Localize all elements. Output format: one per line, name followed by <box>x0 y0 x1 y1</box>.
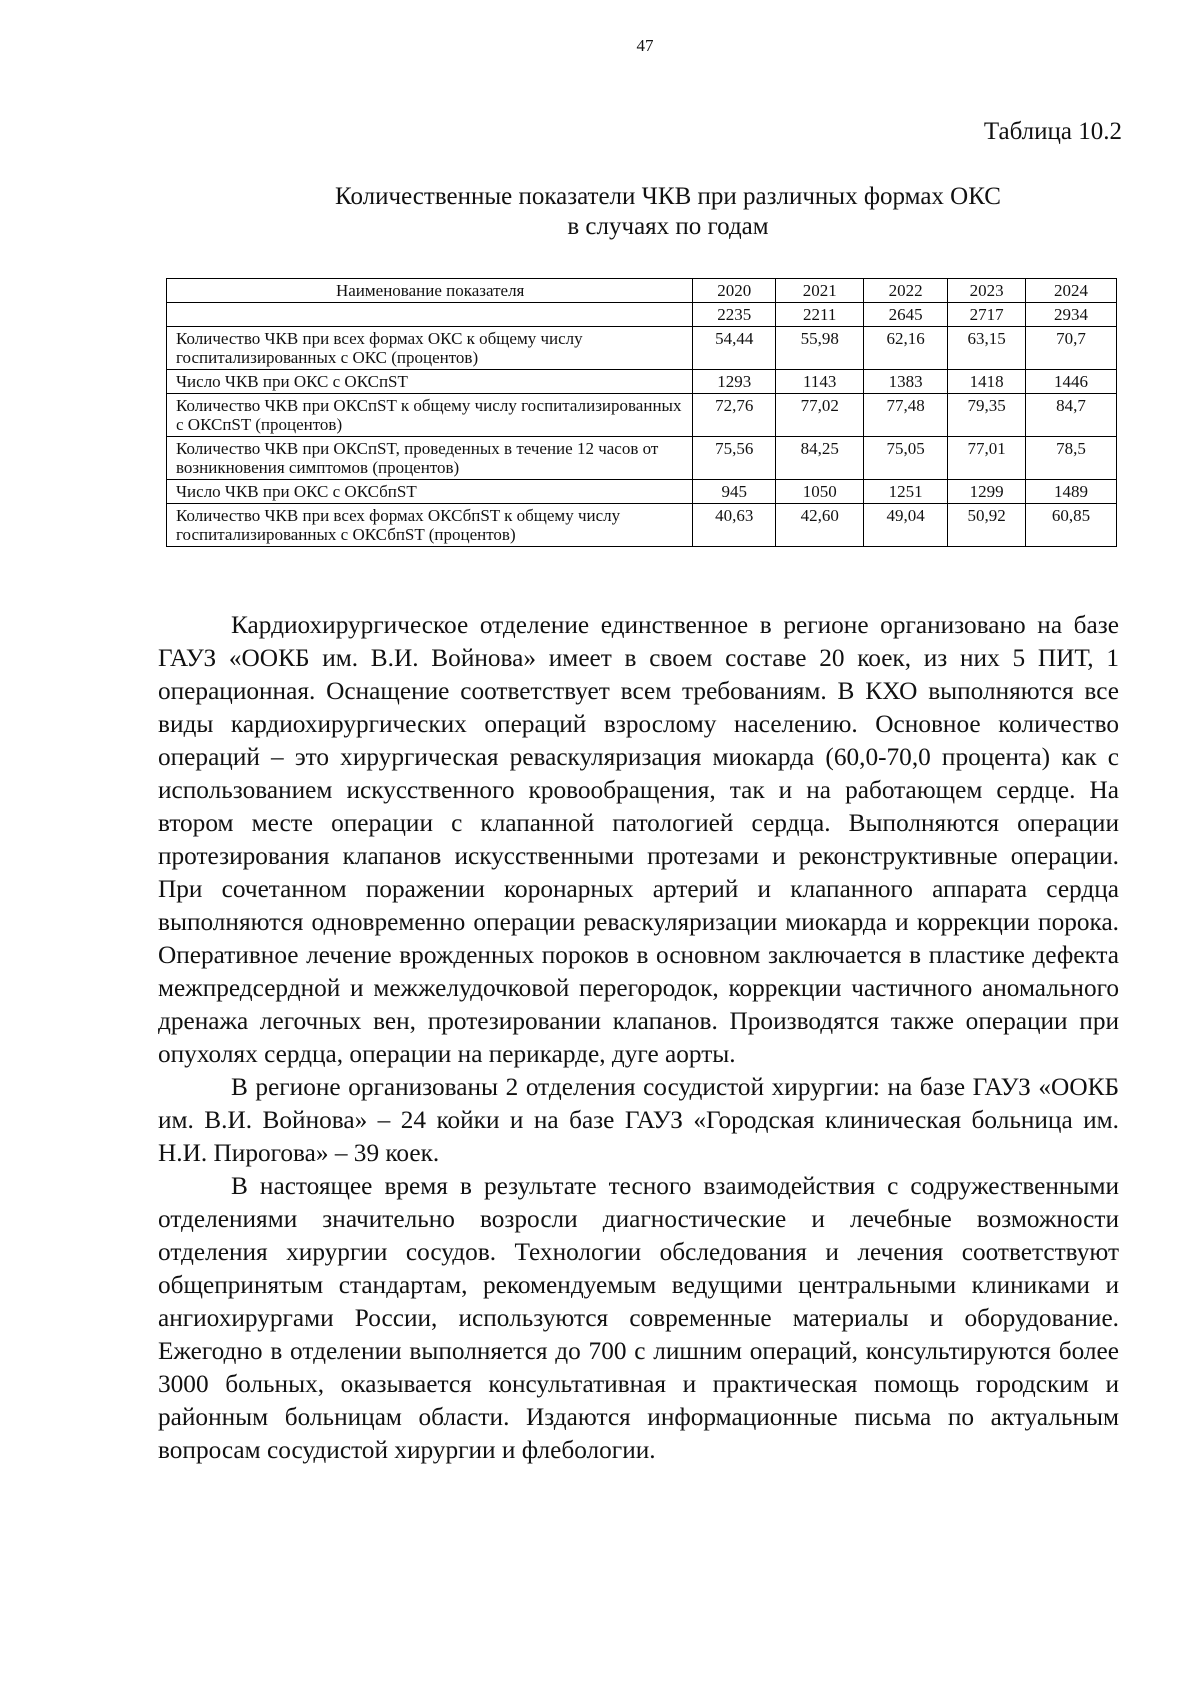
table-cell: 1143 <box>776 370 864 394</box>
table-cell: 84,7 <box>1026 394 1117 437</box>
table-row <box>167 370 1117 394</box>
table-header-row <box>167 279 1117 303</box>
row-label: Число ЧКВ при ОКС с ОКСбпST <box>167 480 693 504</box>
table-cell: 1383 <box>864 370 948 394</box>
page-number: 47 <box>636 36 654 55</box>
table-cell: 79,35 <box>948 394 1026 437</box>
table-cell: 945 <box>693 480 776 504</box>
row-label: Количество ЧКВ при ОКСпST к общему числу госпитализированных с ОКСпST (процентов) <box>167 394 693 437</box>
table-title-line-1: Количественные показатели ЧКВ при различных формах ОКС <box>335 183 1001 210</box>
table-cell: 42,60 <box>776 504 864 547</box>
row-label: Число ЧКВ при ОКС с ОКСпST <box>167 370 693 394</box>
table-cell: 1299 <box>948 480 1026 504</box>
table-cell: 50,92 <box>948 504 1026 547</box>
header-cell: 2024 <box>1026 279 1117 303</box>
table-cell: 49,04 <box>864 504 948 547</box>
table-cell: 1446 <box>1026 370 1117 394</box>
paragraph: В настоящее время в результате тесного взаимодействия с содружественными отделениями значительно возросли диагностические и лечебные возможности отделения хирургии сосудов. Технологии обследования и лечения соответствуют общепринятым стандартам, рекомендуемым ведущими центральными клиниками и ангиохирургами России, используются современные материалы и оборудование. Ежегодно в отделении выполняется до 700 с лишним операций, консультируются более 3000 больных, оказывается консультативная и практическая помощь городским и районным больницам области. Издаются информационные письма по актуальным вопросам сосудистой хирургии и флебологии. <box>158 1172 1119 1464</box>
table-cell: 1293 <box>693 370 776 394</box>
table-row <box>167 480 1117 504</box>
table-row <box>167 504 1117 547</box>
header-cell: Наименование показателя <box>167 279 693 303</box>
table-cell: 1050 <box>776 480 864 504</box>
table-cell: 77,48 <box>864 394 948 437</box>
table-title <box>160 182 1176 242</box>
table-row <box>167 327 1117 370</box>
table-cell: 54,44 <box>693 327 776 370</box>
subheader-cell: 2235 <box>693 303 776 327</box>
table-cell: 1418 <box>948 370 1026 394</box>
table-cell: 40,63 <box>693 504 776 547</box>
table-cell: 75,56 <box>693 437 776 480</box>
data-table <box>166 278 1117 547</box>
table-cell: 62,16 <box>864 327 948 370</box>
table-cell: 72,76 <box>693 394 776 437</box>
header-cell: 2021 <box>776 279 864 303</box>
body-text <box>158 609 1119 1467</box>
table-cell: 63,15 <box>948 327 1026 370</box>
subheader-cell: 2934 <box>1026 303 1117 327</box>
table-cell: 77,02 <box>776 394 864 437</box>
table-label: Таблица 10.2 <box>983 118 1122 145</box>
table-title-line-2: в случаях по годам <box>567 213 769 240</box>
table-cell: 78,5 <box>1026 437 1117 480</box>
row-label: Количество ЧКВ при ОКСпST, проведенных в течение 12 часов от возникновения симптомов (процентов) <box>167 437 693 480</box>
table-cell: 55,98 <box>776 327 864 370</box>
header-cell: 2020 <box>693 279 776 303</box>
paragraph: Кардиохирургическое отделение единственное в регионе организовано на базе ГАУЗ «ООКБ им. В.И. Войнова» имеет в своем составе 20 коек, из них 5 ПИТ, 1 операционная. Оснащение соответствует всем требованиям. В КХО выполняются все виды кардиохирургических операций взрослому населению. Основное количество операций – это хирургическая реваскуляризация миокарда (60,0-70,0 процента) как с использованием искусственного кровообращения, так и на работающем сердце. На втором месте операции с клапанной патологией сердца. Выполняются операции протезирования клапанов искусственными протезами и реконструктивные операции. При сочетанном поражении коронарных артерий и клапанного аппарата сердца выполняются одновременно операции реваскуляризации миокарда и коррекции порока. Оперативное лечение врожденных пороков в основном заключается в пластике дефекта межпредсердной и межжелудочковой перегородок, коррекции частичного аномального дренажа легочных вен, протезировании клапанов. Производятся также операции при опухолях сердца, операции на перикарде, дуге аорты. <box>158 611 1119 1068</box>
subheader-cell: 2717 <box>948 303 1026 327</box>
table-cell: 75,05 <box>864 437 948 480</box>
table-cell: 84,25 <box>776 437 864 480</box>
table-cell: 70,7 <box>1026 327 1117 370</box>
row-label: Количество ЧКВ при всех формах ОКС к общему числу госпитализированных с ОКС (процентов) <box>167 327 693 370</box>
subheader-cell <box>167 303 693 327</box>
table-cell: 77,01 <box>948 437 1026 480</box>
header-cell: 2023 <box>948 279 1026 303</box>
subheader-cell: 2211 <box>776 303 864 327</box>
table-cell: 1251 <box>864 480 948 504</box>
paragraph: В регионе организованы 2 отделения сосудистой хирургии: на базе ГАУЗ «ООКБ им. В.И. Войнова» – 24 койки и на базе ГАУЗ «Городская клиническая больница им. Н.И. Пирогова» – 39 коек. <box>158 1073 1119 1167</box>
table-subheader-row <box>167 303 1117 327</box>
table-cell: 1489 <box>1026 480 1117 504</box>
row-label: Количество ЧКВ при всех формах ОКСбпST к общему числу госпитализированных с ОКСбпST (процентов) <box>167 504 693 547</box>
subheader-cell: 2645 <box>864 303 948 327</box>
table-row <box>167 437 1117 480</box>
table-row <box>167 394 1117 437</box>
header-cell: 2022 <box>864 279 948 303</box>
table-cell: 60,85 <box>1026 504 1117 547</box>
